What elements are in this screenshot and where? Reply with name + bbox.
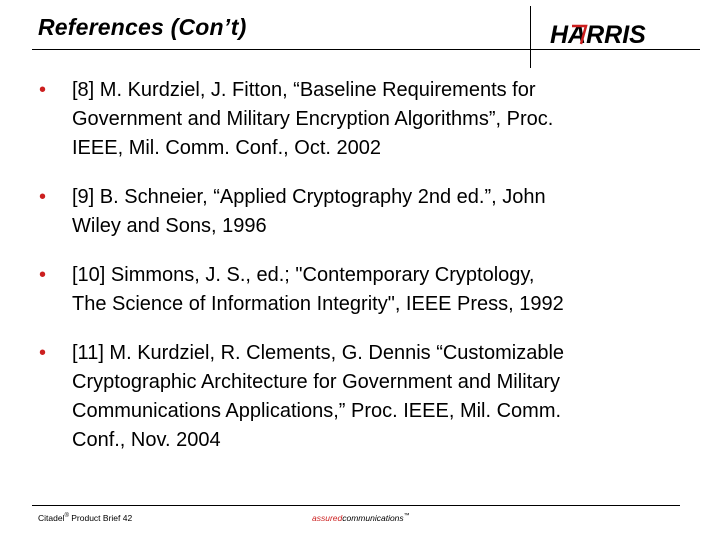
- reference-line: [9] B. Schneier, “Applied Cryptography 2nd ed.”, John: [72, 186, 546, 208]
- reference-line: Conf., Nov. 2004: [72, 429, 221, 451]
- reference-line: [8] M. Kurdziel, J. Fitton, “Baseline Requirements for: [72, 79, 536, 101]
- title-divider: [32, 49, 700, 50]
- reference-item: [39, 183, 699, 241]
- reference-item: [39, 339, 699, 455]
- slide-title: References (Con’t): [38, 14, 247, 40]
- harris-logo-text: HARRIS: [550, 21, 646, 48]
- bullet-icon: •: [39, 264, 47, 286]
- reference-list: [39, 76, 699, 475]
- reference-line: The Science of Information Integrity", IEEE Press, 1992: [72, 293, 564, 315]
- logo-divider: [530, 6, 531, 68]
- footer-product-label: [38, 513, 132, 523]
- reference-item: [39, 261, 699, 319]
- bullet-icon: •: [39, 79, 47, 101]
- harris-logo: [548, 20, 670, 48]
- tagline-suffix: communications: [342, 513, 404, 523]
- reference-item: [39, 76, 699, 163]
- footer-tagline: [312, 513, 410, 523]
- reference-line: Wiley and Sons, 1996: [72, 215, 267, 237]
- registered-mark: ®: [64, 513, 69, 520]
- footer-product-name: Citadel: [38, 513, 65, 523]
- footer-product-suffix: Product Brief 42: [68, 513, 133, 523]
- bullet-icon: •: [39, 342, 47, 364]
- trademark-mark: ™: [403, 513, 410, 520]
- reference-line: [11] M. Kurdziel, R. Clements, G. Dennis “Customizable: [72, 342, 565, 364]
- reference-line: [10] Simmons, J. S., ed.; "Contemporary Cryptology,: [72, 264, 535, 286]
- bullet-icon: •: [39, 186, 47, 208]
- harris-logo-mark: [548, 20, 670, 48]
- footer-divider: [32, 505, 680, 506]
- reference-line: Cryptographic Architecture for Government and Military: [72, 371, 560, 393]
- tagline-prefix: assured: [312, 513, 343, 523]
- reference-line: IEEE, Mil. Comm. Conf., Oct. 2002: [72, 137, 381, 159]
- reference-line: Communications Applications,” Proc. IEEE, Mil. Comm.: [72, 400, 562, 422]
- reference-line: Government and Military Encryption Algorithms”, Proc.: [72, 108, 554, 130]
